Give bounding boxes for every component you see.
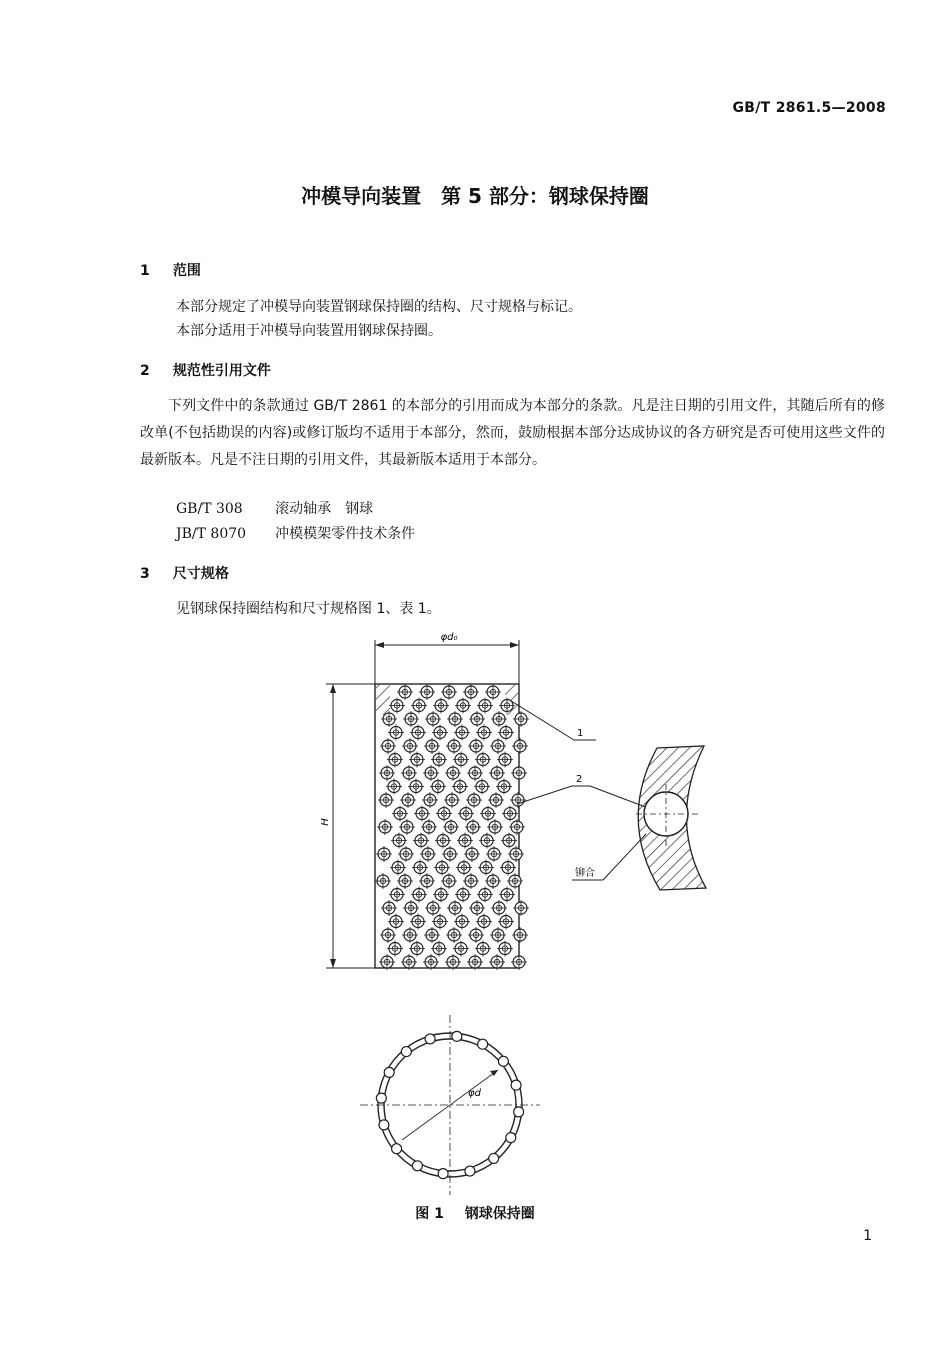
standard-number: GB/T 2861.5—2008 — [732, 100, 886, 116]
cage-side-view — [375, 684, 529, 970]
figure-number: 图 1 — [415, 1206, 444, 1222]
ring-ball — [489, 1153, 499, 1163]
ring-ball — [498, 1056, 508, 1066]
figure-title: 钢球保持圈 — [464, 1206, 535, 1222]
reference-code: JB/T 8070 — [176, 526, 247, 542]
reference-title: 滚动轴承 钢球 — [275, 501, 374, 517]
section-2-paragraph: 下列文件中的条款通过 GB/T 2861 的本部分的引用而成为本部分的条款。凡是注日期的引用文件，其随后所有的修改单(不包括勘误的内容)或修订版均不适用于本部分，然而，鼓励根据本部分达成协议的各方研究是否可使用这些文件的最新版本。凡是不注日期的引用文件，其最新版本适用于本部分。 — [140, 398, 885, 468]
ring-ball — [376, 1093, 386, 1103]
ring-ball — [379, 1120, 389, 1130]
section-number: 1 — [140, 263, 150, 279]
outer-diameter-dimension — [375, 632, 519, 684]
callouts — [508, 699, 648, 808]
section-3-paragraph: 见钢球保持圈结构和尺寸规格图 1、表 1。 — [176, 601, 441, 617]
section-number: 3 — [140, 566, 150, 582]
callout-1-label: 1 — [577, 728, 584, 739]
ring-ball — [465, 1166, 475, 1176]
inner-diameter-label: φd — [468, 1088, 481, 1099]
ring-ball — [514, 1107, 524, 1117]
section-1-paragraph: 本部分适用于冲模导向装置用钢球保持圈。 — [176, 323, 442, 339]
section-title: 规范性引用文件 — [172, 363, 271, 379]
ring-ball — [452, 1031, 462, 1041]
ring-ball — [438, 1169, 448, 1179]
rivet-detail — [572, 746, 706, 890]
height-label: H — [320, 818, 331, 826]
outer-diameter-label: φd₀ — [440, 632, 458, 643]
rivet-label: 铆合 — [575, 868, 595, 879]
ring-ball — [506, 1133, 516, 1143]
ring-ball — [392, 1144, 402, 1154]
section-title: 范围 — [172, 263, 201, 279]
callout-2-label: 2 — [576, 774, 583, 785]
ring-ball — [401, 1047, 411, 1057]
height-dimension — [320, 684, 375, 968]
figure-caption — [0, 1203, 950, 1223]
section-number: 2 — [140, 363, 150, 379]
reference-code: GB/T 308 — [176, 501, 243, 517]
ring-ball — [412, 1161, 422, 1171]
ring-ball — [478, 1039, 488, 1049]
page-title: 冲模导向装置 第 5 部分：钢球保持圈 — [301, 184, 649, 208]
section-title: 尺寸规格 — [172, 566, 229, 582]
section-1-paragraph: 本部分规定了冲模导向装置钢球保持圈的结构、尺寸规格与标记。 — [176, 299, 582, 315]
page-number: 1 — [863, 1228, 872, 1244]
ring-ball — [425, 1034, 435, 1044]
reference-title: 冲模模架零件技术条件 — [275, 526, 416, 542]
ring-ball — [511, 1080, 521, 1090]
cage-top-view — [360, 1015, 540, 1195]
ring-ball — [384, 1067, 394, 1077]
